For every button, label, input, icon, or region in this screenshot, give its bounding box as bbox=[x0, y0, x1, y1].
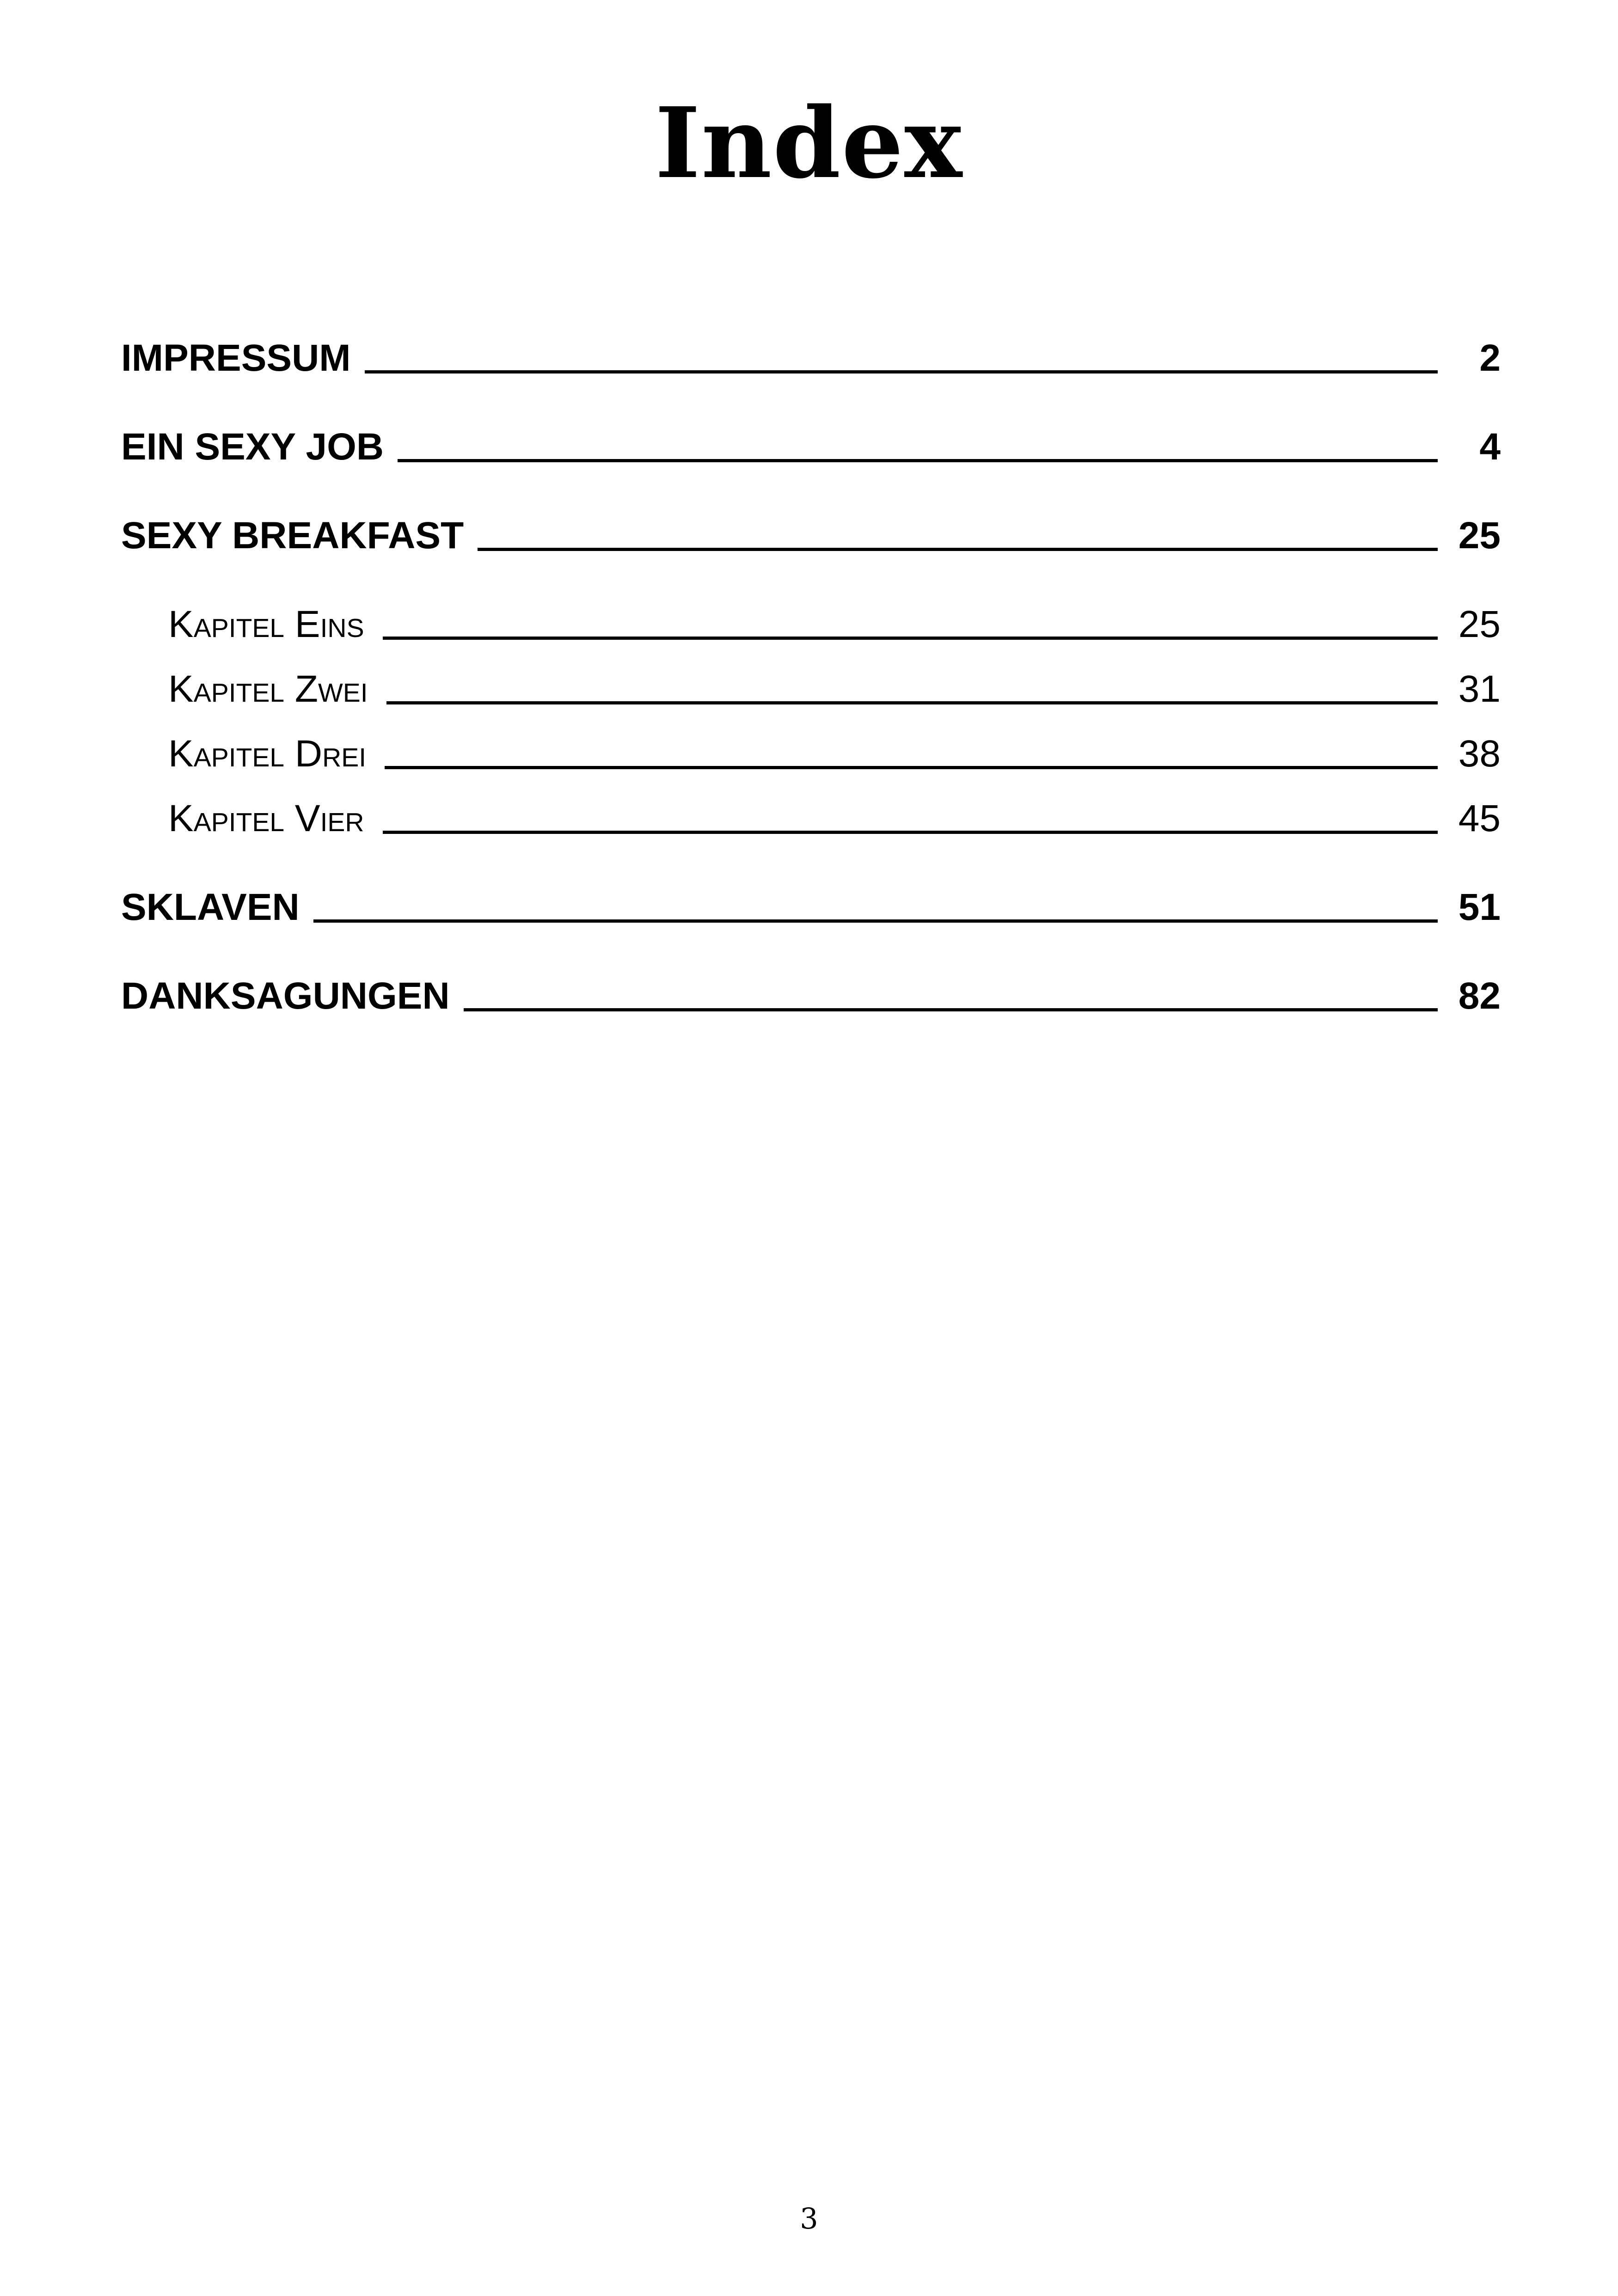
toc-entry-page: 38 bbox=[1458, 733, 1501, 775]
toc-entry-kapitel-eins[interactable] bbox=[168, 599, 1501, 650]
toc-entry-impressum[interactable] bbox=[121, 333, 1501, 384]
toc-entry-page: 31 bbox=[1458, 668, 1501, 710]
toc-entry-label: EIN SEXY JOB bbox=[121, 426, 384, 468]
toc-leader-line bbox=[383, 831, 1438, 834]
toc-entry-label: Kapitel Drei bbox=[168, 733, 367, 775]
table-of-contents bbox=[0, 0, 1618, 1109]
toc-leader-line bbox=[478, 548, 1438, 551]
toc-entry-label: DANKSAGUNGEN bbox=[121, 975, 450, 1017]
toc-entry-page: 25 bbox=[1458, 514, 1501, 557]
toc-entry-page: 82 bbox=[1458, 975, 1501, 1017]
toc-entry-kapitel-vier[interactable] bbox=[168, 793, 1501, 844]
toc-entry-label: IMPRESSUM bbox=[121, 337, 351, 379]
toc-entry-label: Kapitel Vier bbox=[168, 797, 364, 839]
toc-entry-sklaven[interactable] bbox=[121, 882, 1501, 933]
toc-leader-line bbox=[398, 459, 1438, 462]
toc-entry-sexy-breakfast[interactable] bbox=[121, 510, 1501, 561]
page-number: 3 bbox=[800, 2202, 818, 2235]
toc-leader-line bbox=[386, 701, 1438, 704]
toc-entry-label: Kapitel Eins bbox=[168, 603, 364, 645]
toc-entry-danksagungen[interactable] bbox=[121, 971, 1501, 1022]
toc-entry-page: 51 bbox=[1458, 886, 1501, 928]
toc-entry-label: Kapitel Zwei bbox=[168, 668, 368, 710]
toc-entry-page: 2 bbox=[1479, 337, 1501, 379]
toc-entry-page: 4 bbox=[1479, 426, 1501, 468]
toc-entry-page: 25 bbox=[1458, 603, 1501, 645]
toc-leader-line bbox=[365, 370, 1438, 373]
toc-entry-page: 45 bbox=[1458, 797, 1501, 839]
toc-leader-line bbox=[464, 1008, 1438, 1011]
toc-leader-line bbox=[383, 637, 1438, 640]
toc-entry-kapitel-drei[interactable] bbox=[168, 729, 1501, 779]
toc-entry-label: SEXY BREAKFAST bbox=[121, 514, 464, 557]
toc-entry-label: SKLAVEN bbox=[121, 886, 300, 928]
page-title: Index bbox=[655, 86, 963, 200]
toc-leader-line bbox=[385, 766, 1438, 769]
toc-leader-line bbox=[313, 919, 1438, 923]
toc-entry-ein-sexy-job[interactable] bbox=[121, 422, 1501, 472]
toc-entry-kapitel-zwei[interactable] bbox=[168, 664, 1501, 715]
